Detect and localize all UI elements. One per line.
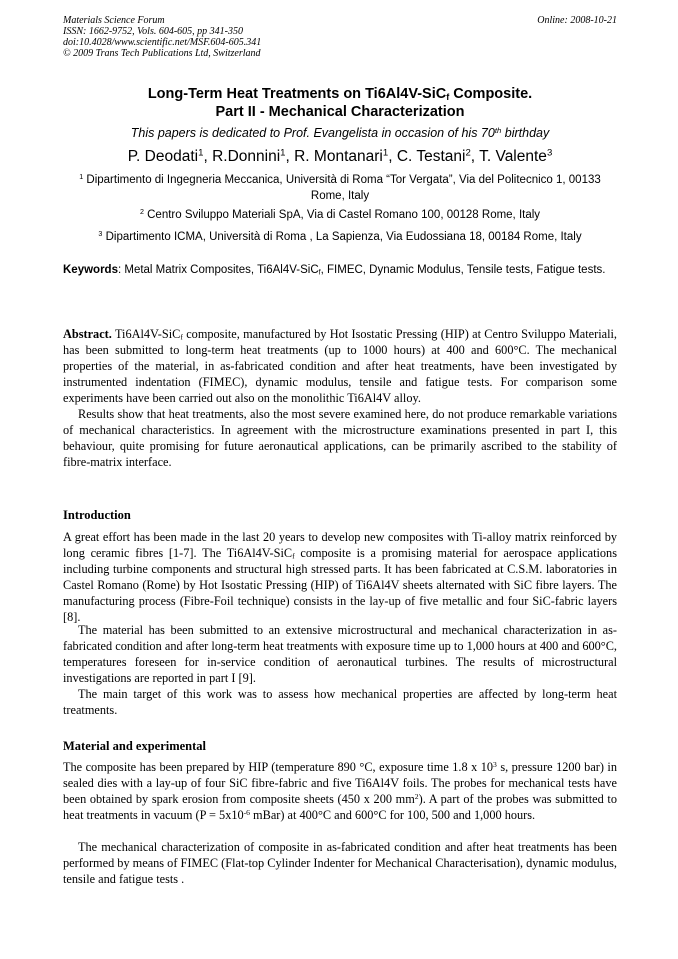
dedication: This papers is dedicated to Prof. Evangelista in occasion of his 70th birthday: [130, 125, 550, 140]
journal-header: [63, 15, 617, 59]
doi-line: doi:10.4028/www.scientific.net/MSF.604-605.341: [63, 37, 262, 48]
abstract-paragraph-2: Results show that heat treatments, also the most severe examined here, do not produce remarkable variations of mechanical characteristics. In agreement with the microstructure examinations presented in part I, this behaviour, quite promising for future aeronautical applications, can be primarily ascribed to the stability of fibre-matrix interface.: [63, 407, 617, 469]
material-heading: Material and experimental: [63, 739, 207, 753]
material-paragraph-2: The mechanical characterization of composite in as-fabricated condition and after heat treatments has been performed by means of FIMEC (Flat-top Cylinder Indenter for Mechanical Characterisation), dynamic modulus, tensile and fatigue tests .: [63, 840, 617, 886]
online-date: Online: 2008-10-21: [537, 15, 617, 26]
introduction-paragraph-2: The material has been submitted to an extensive microstructural and mechanical characterization in as-fabricated condition and after long-term heat treatments with exposure time up to 1,000 hours at 400 and 600°C, temperatures foreseen for in-service condition of aeronautical turbines. The results of microstructural investigations are reported in part I [9].: [63, 623, 617, 685]
introduction-paragraph-1: A great effort has been made in the last 20 years to develop new composites with Ti-alloy matrix reinforced by long ceramic fibres [1-7]. The Ti6Al4V-SiC$_f$ composite is a promising material for aerospace applications including turbine components and structural high stressed parts. It has been fabricated at C.S.M. laboratories in Castel Romano (Rome) by Hot Isostatic Pressing (HIP) of Ti6Al4V sheets alternated with SiC fibre layers. The manufacturing process (Fibre-Foil technique) consists in the lay-up of five metallic and four SiC-fabric layers [8].: [63, 530, 617, 624]
author: R. Montanari$^1$,: [294, 147, 397, 165]
author: C. Testani$^2$,: [396, 147, 480, 165]
abstract-label: Abstract.: [63, 327, 112, 341]
author: P. Deodati$^1$,: [127, 147, 213, 165]
introduction-paragraph-3: The main target of this work was to assess how mechanical properties are affected by long-term heat treatments.: [63, 687, 617, 717]
introduction-heading: Introduction: [63, 508, 131, 522]
author-list: [63, 147, 617, 167]
issn-line: ISSN: 1662-9752, Vols. 604-605, pp 341-350: [63, 26, 243, 37]
title-line-1: Long-Term Heat Treatments on Ti6Al4V-SiC$_f$ Composite.: [147, 86, 533, 102]
author: T. Valente$^3$: [479, 147, 553, 165]
abstract-paragraph-1: Abstract. Ti6Al4V-SiC$_f$ composite, manufactured by Hot Isostatic Pressing (HIP) at Centro Sviluppo Materiali, has been submitted to long-term heat treatments (up to 1000 hours) at 400 and 600°C. The mechanical properties of the material, in as-fabricated condition and after heat treatments, have been investigated by instrumented indentation (FIMEC), dynamic modulus, tensile and fatigue tests. For comparison some experiments have been carried out also on the monolithic Ti6Al4V alloy.: [63, 327, 617, 405]
author: R.Donnini$^1$,: [212, 147, 295, 165]
affiliation-2: $^2$ Centro Sviluppo Materiali SpA, Via di Castel Romano 100, 00128 Rome, Italy: [139, 208, 541, 221]
title-line-2: Part II - Mechanical Characterization: [215, 104, 465, 120]
keywords: Keywords: Metal Matrix Composites, Ti6Al4V-SiC$_f$, FIMEC, Dynamic Modulus, Tensile tests, Fatigue tests.: [63, 264, 606, 277]
material-paragraph-1: The composite has been prepared by HIP (temperature 890 °C, exposure time 1.8 x $10^3$ s, pressure 1200 bar) in sealed dies with a lay-up of four SiC fibre-fabric and five Ti6Al4V foils. The probes for mechanical tests have been obtained by spark erosion from composite sheets (450 x 200 $mm^2$). A part of the probes was submitted to heat treatments in vacuum ($P = 5x10^{-6}$ mBar) at 400°C and 600°C for 100, 500 and 1,000 hours.: [63, 759, 618, 822]
copyright-line: © 2009 Trans Tech Publications Ltd, Switzerland: [63, 48, 261, 59]
affiliation-1: $^1$ Dipartimento di Ingegneria Meccanica, Università di Roma “Tor Vergata”, Via del Politecnico 1, 00133 Rome, Italy: [79, 173, 601, 202]
journal-name: Materials Science Forum: [63, 15, 165, 26]
affiliation-3: $^3$ Dipartimento ICMA, Università di Roma , La Sapienza, Via Eudossiana 18, 00184 Rome, Italy: [98, 230, 582, 243]
paper-title: [63, 85, 617, 121]
